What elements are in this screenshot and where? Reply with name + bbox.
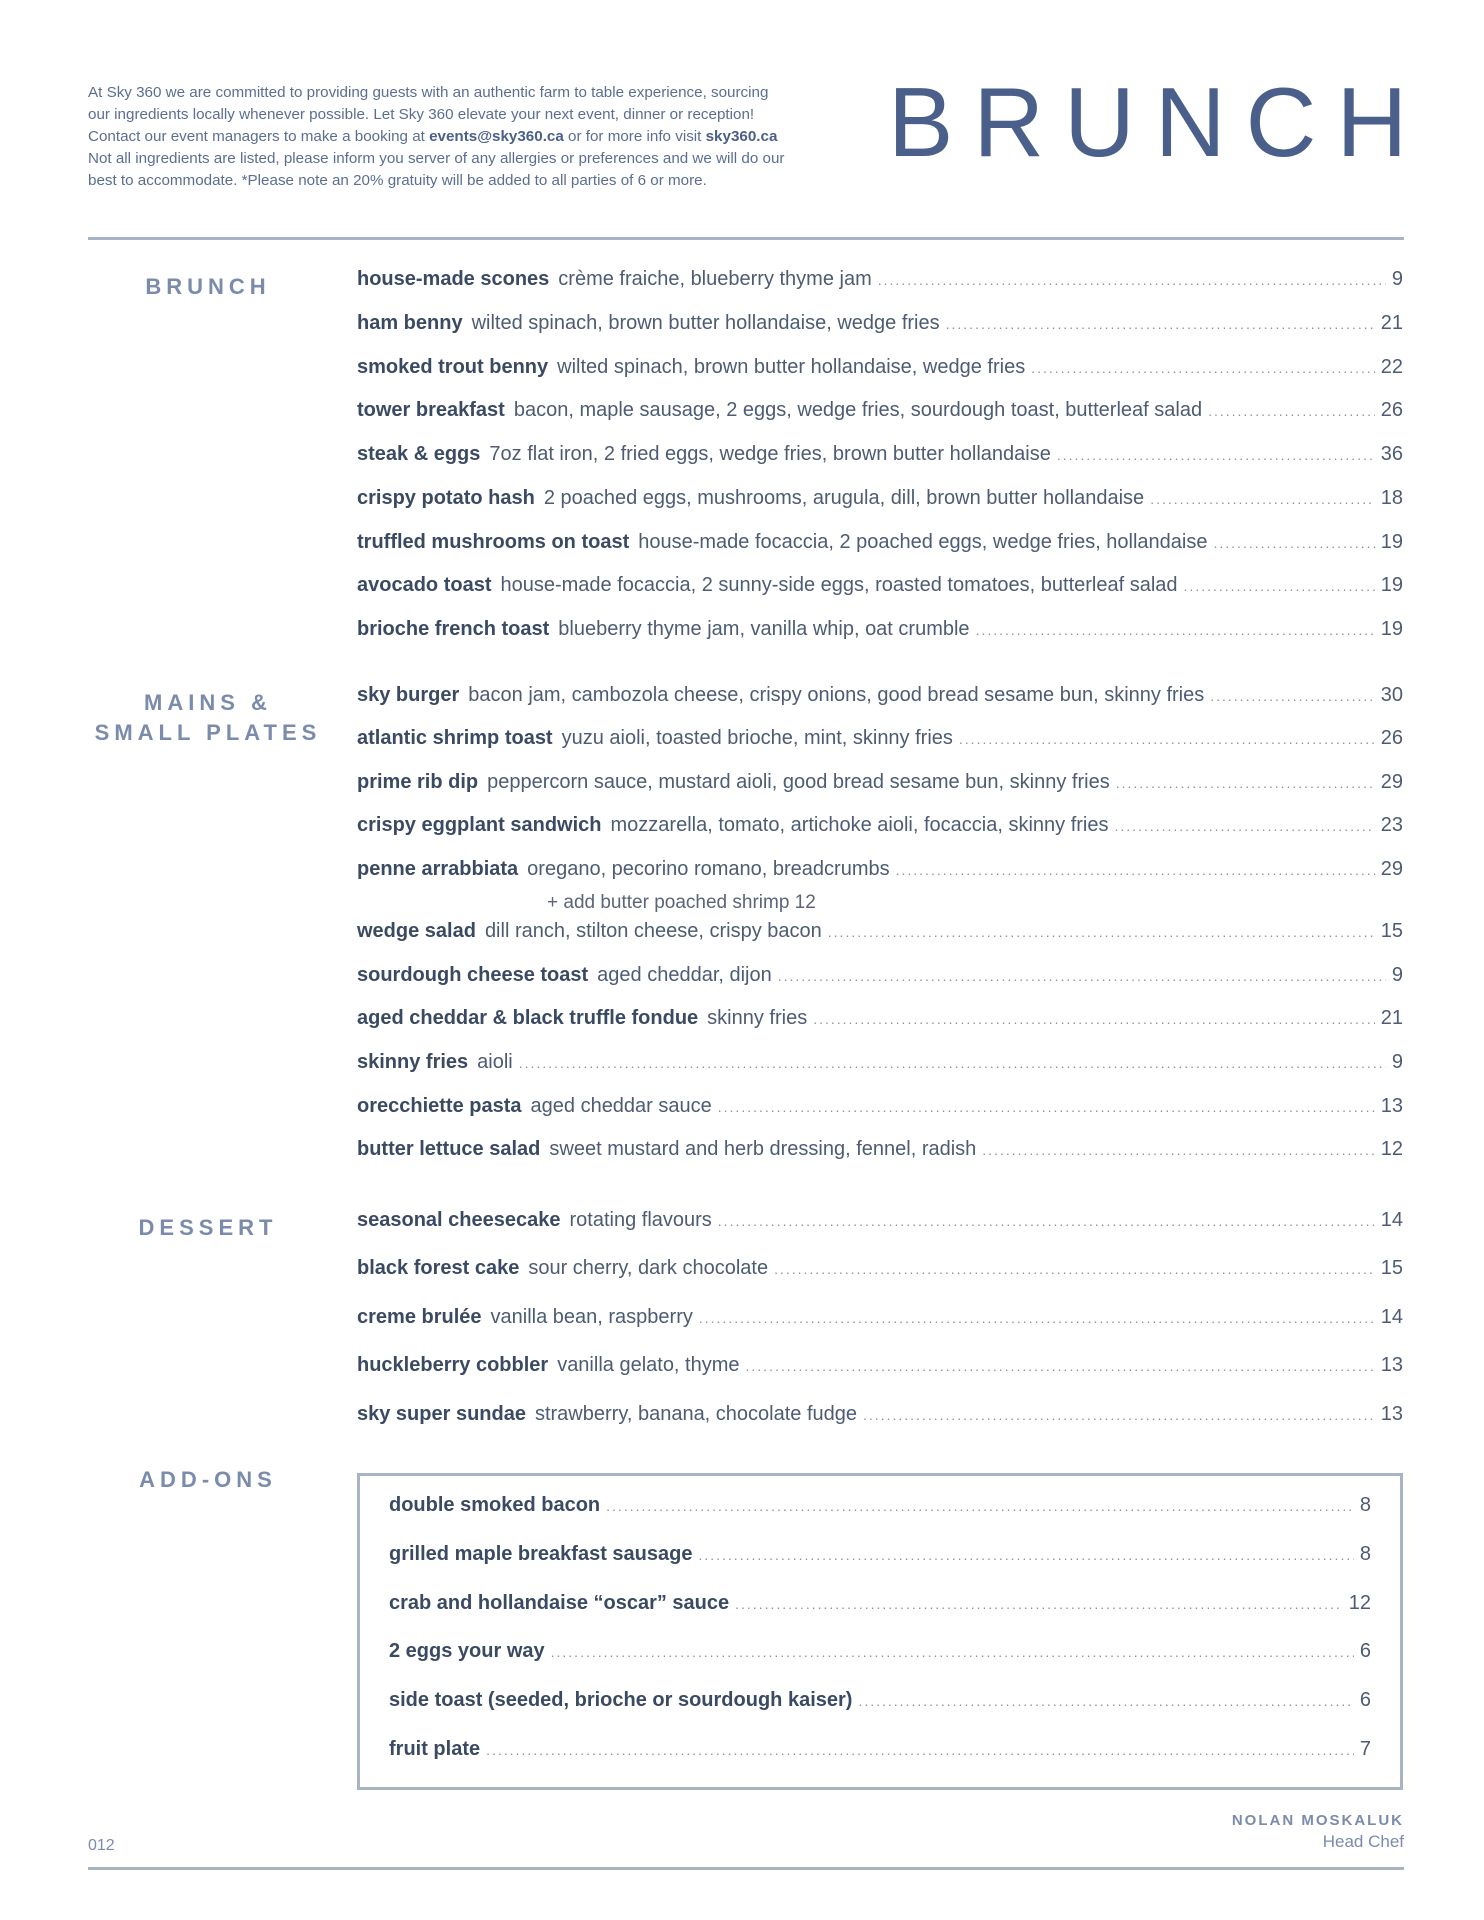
item-price: 21 (1380, 312, 1403, 334)
menu-item (357, 814, 1403, 846)
menu-item (357, 1095, 1403, 1127)
dot-leader (896, 862, 1375, 878)
item-price: 9 (1391, 1051, 1403, 1073)
item-price: 6 (1359, 1640, 1371, 1662)
item-name: prime rib dip (357, 771, 479, 793)
email-link[interactable]: events@sky360.ca (429, 128, 564, 145)
dot-leader (1184, 578, 1375, 594)
item-price: 8 (1359, 1543, 1371, 1565)
menu-item (357, 268, 1403, 300)
section-label-mains-line-1: MAINS & (144, 690, 272, 715)
bottom-divider (88, 1867, 1404, 1870)
item-price: 30 (1380, 684, 1403, 706)
addon-item (389, 1543, 1371, 1575)
menu-item (357, 531, 1403, 563)
dot-leader (774, 1261, 1375, 1277)
dot-leader (1208, 403, 1375, 419)
penne-addon-note: + add butter poached shrimp 12 (547, 892, 816, 913)
menu-item (357, 487, 1403, 519)
dot-leader (828, 924, 1375, 940)
item-name: ham benny (357, 312, 463, 334)
item-name: black forest cake (357, 1257, 520, 1279)
menu-item (357, 443, 1403, 475)
dot-leader (746, 1358, 1375, 1374)
item-name: 2 eggs your way (389, 1640, 545, 1662)
addons-box (357, 1473, 1403, 1790)
dot-leader (551, 1644, 1354, 1660)
item-price: 26 (1380, 399, 1403, 421)
item-price: 29 (1380, 858, 1403, 880)
menu-item (357, 1354, 1403, 1386)
item-desc: bacon, maple sausage, 2 eggs, wedge fries, sourdough toast, butterleaf salad (513, 399, 1203, 421)
addon-item (389, 1738, 1371, 1770)
dot-leader (1210, 688, 1375, 704)
item-price: 12 (1380, 1138, 1403, 1160)
dot-leader (1214, 535, 1375, 551)
addon-item (389, 1494, 1371, 1526)
dot-leader (1150, 491, 1375, 507)
item-name: grilled maple breakfast sausage (389, 1543, 693, 1565)
item-desc: vanilla bean, raspberry (490, 1306, 693, 1328)
menu-item (357, 399, 1403, 431)
item-name: tower breakfast (357, 399, 505, 421)
item-desc: yuzu aioli, toasted brioche, mint, skinny fries (561, 727, 953, 749)
item-desc: oregano, pecorino romano, breadcrumbs (527, 858, 890, 880)
dot-leader (858, 1693, 1353, 1709)
dot-leader (1115, 818, 1375, 834)
item-name: double smoked bacon (389, 1494, 601, 1516)
item-name: crispy eggplant sandwich (357, 814, 602, 836)
dot-leader (863, 1407, 1375, 1423)
dot-leader (699, 1310, 1375, 1326)
item-desc: rotating flavours (569, 1209, 712, 1231)
item-price: 8 (1359, 1494, 1371, 1516)
item-name: seasonal cheesecake (357, 1209, 561, 1231)
menu-item (357, 920, 1403, 952)
intro-line-3b: or for more info visit (563, 128, 706, 145)
dot-leader (982, 1142, 1374, 1158)
intro-line-5: best to accommodate. *Please note an 20% gratuity will be added to all parties of 6 or more. (88, 172, 707, 189)
dot-leader (1057, 447, 1375, 463)
item-name: brioche french toast (357, 618, 550, 640)
menu-item (357, 356, 1403, 388)
dot-leader (698, 1547, 1353, 1563)
menu-item (357, 1007, 1403, 1039)
menu-item (357, 771, 1403, 803)
section-label-brunch: BRUNCH (145, 274, 271, 299)
intro-line-1: At Sky 360 we are committed to providing guests with an authentic farm to table experience, sourcing (88, 84, 769, 101)
item-price: 14 (1380, 1209, 1403, 1231)
item-price: 14 (1380, 1306, 1403, 1328)
item-price: 15 (1380, 1257, 1403, 1279)
item-price: 19 (1380, 574, 1403, 596)
menu-item (357, 312, 1403, 344)
item-desc: 7oz flat iron, 2 fried eggs, wedge fries, brown butter hollandaise (489, 443, 1051, 465)
intro-line-3 (88, 126, 868, 148)
item-name: skinny fries (357, 1051, 469, 1073)
item-price: 13 (1380, 1354, 1403, 1376)
item-name: sourdough cheese toast (357, 964, 589, 986)
menu-item (357, 1306, 1403, 1338)
dot-leader (606, 1498, 1354, 1514)
intro-line-2: our ingredients locally whenever possible. Let Sky 360 elevate your next event, dinner or reception! (88, 106, 755, 123)
item-name: crab and hollandaise “oscar” sauce (389, 1592, 730, 1614)
item-name: smoked trout benny (357, 356, 549, 378)
dot-leader (1031, 360, 1375, 376)
dot-leader (778, 968, 1386, 984)
item-price: 7 (1359, 1738, 1371, 1760)
item-price: 19 (1380, 618, 1403, 640)
dot-leader (718, 1213, 1375, 1229)
addon-item (389, 1640, 1371, 1672)
item-desc: sour cherry, dark chocolate (528, 1257, 769, 1279)
intro-line-4: Not all ingredients are listed, please inform you server of any allergies or preferences and we will do our (88, 150, 785, 167)
item-desc: wilted spinach, brown butter hollandaise, wedge fries (471, 312, 940, 334)
item-desc: bacon jam, cambozola cheese, crispy onions, good bread sesame bun, skinny fries (468, 684, 1205, 706)
item-name: truffled mushrooms on toast (357, 531, 630, 553)
item-price: 36 (1380, 443, 1403, 465)
item-name: orecchiette pasta (357, 1095, 522, 1117)
item-price: 22 (1380, 356, 1403, 378)
top-divider (88, 237, 1404, 240)
section-label-mains-line-2: SMALL PLATES (94, 720, 322, 745)
item-desc: crème fraiche, blueberry thyme jam (558, 268, 872, 290)
chef-name: NOLAN MOSKALUK (1231, 1812, 1404, 1829)
item-name: avocado toast (357, 574, 492, 596)
item-desc: aioli (477, 1051, 513, 1073)
item-name: sky super sundae (357, 1403, 526, 1425)
item-price: 6 (1359, 1689, 1371, 1711)
website-link[interactable]: sky360.ca (705, 128, 778, 145)
item-name: atlantic shrimp toast (357, 727, 553, 749)
menu-item (357, 618, 1403, 650)
item-name: penne arrabbiata (357, 858, 519, 880)
item-desc: blueberry thyme jam, vanilla whip, oat crumble (558, 618, 970, 640)
dot-leader (486, 1742, 1354, 1758)
dot-leader (1116, 775, 1375, 791)
dot-leader (878, 272, 1386, 288)
dot-leader (735, 1596, 1343, 1612)
section-label-addons: ADD-ONS (139, 1467, 277, 1492)
item-name: fruit plate (389, 1738, 481, 1760)
item-desc: house-made focaccia, 2 sunny-side eggs, roasted tomatoes, butterleaf salad (500, 574, 1178, 596)
item-desc: 2 poached eggs, mushrooms, arugula, dill, brown butter hollandaise (543, 487, 1145, 509)
addon-item (389, 1592, 1371, 1624)
item-name: steak & eggs (357, 443, 481, 465)
dot-leader (519, 1055, 1386, 1071)
item-desc: aged cheddar, dijon (597, 964, 772, 986)
dot-leader (946, 316, 1375, 332)
menu-item (357, 1209, 1403, 1241)
menu-item (357, 1403, 1403, 1435)
item-desc: wilted spinach, brown butter hollandaise, wedge fries (557, 356, 1026, 378)
item-price: 29 (1380, 771, 1403, 793)
menu-item (357, 1051, 1403, 1083)
item-price: 12 (1348, 1592, 1371, 1614)
chef-role: Head Chef (1322, 1832, 1404, 1851)
page-title: BRUNCH (888, 67, 1428, 177)
item-desc: mozzarella, tomato, artichoke aioli, focaccia, skinny fries (610, 814, 1109, 836)
item-desc: skinny fries (707, 1007, 808, 1029)
item-desc: sweet mustard and herb dressing, fennel, radish (549, 1138, 977, 1160)
intro-text (88, 82, 868, 192)
chef-credit (1232, 1812, 1404, 1852)
item-desc: peppercorn sauce, mustard aioli, good bread sesame bun, skinny fries (487, 771, 1110, 793)
item-price: 26 (1380, 727, 1403, 749)
intro-line-3a: Contact our event managers to make a booking at (88, 128, 430, 145)
item-desc: aged cheddar sauce (530, 1095, 712, 1117)
item-price: 19 (1380, 531, 1403, 553)
item-name: creme brulée (357, 1306, 482, 1328)
menu-item (357, 858, 1403, 890)
item-desc: vanilla gelato, thyme (557, 1354, 740, 1376)
item-desc: house-made focaccia, 2 poached eggs, wedge fries, hollandaise (638, 531, 1208, 553)
item-price: 13 (1380, 1095, 1403, 1117)
menu-item (357, 727, 1403, 759)
menu-item (357, 964, 1403, 996)
item-price: 9 (1391, 268, 1403, 290)
menu-item (357, 1138, 1403, 1170)
dot-leader (959, 731, 1375, 747)
menu-item (357, 574, 1403, 606)
item-price: 18 (1380, 487, 1403, 509)
item-price: 21 (1380, 1007, 1403, 1029)
item-name: side toast (seeded, brioche or sourdough kaiser) (389, 1689, 853, 1711)
item-name: wedge salad (357, 920, 476, 942)
page-number: 012 (88, 1837, 115, 1854)
section-label-dessert: DESSERT (138, 1215, 278, 1240)
item-desc: strawberry, banana, chocolate fudge (534, 1403, 858, 1425)
item-name: crispy potato hash (357, 487, 535, 509)
item-name: house-made scones (357, 268, 550, 290)
addon-item (389, 1689, 1371, 1721)
item-name: sky burger (357, 684, 460, 706)
item-price: 13 (1380, 1403, 1403, 1425)
item-price: 23 (1380, 814, 1403, 836)
dot-leader (718, 1099, 1375, 1115)
section-label-mains (88, 688, 328, 748)
item-price: 15 (1380, 920, 1403, 942)
item-name: huckleberry cobbler (357, 1354, 549, 1376)
item-name: aged cheddar & black truffle fondue (357, 1007, 699, 1029)
item-price: 9 (1391, 964, 1403, 986)
menu-item (357, 684, 1403, 716)
dot-leader (813, 1011, 1375, 1027)
dot-leader (976, 622, 1375, 638)
item-desc: dill ranch, stilton cheese, crispy bacon (484, 920, 822, 942)
item-name: butter lettuce salad (357, 1138, 541, 1160)
menu-item (357, 1257, 1403, 1289)
